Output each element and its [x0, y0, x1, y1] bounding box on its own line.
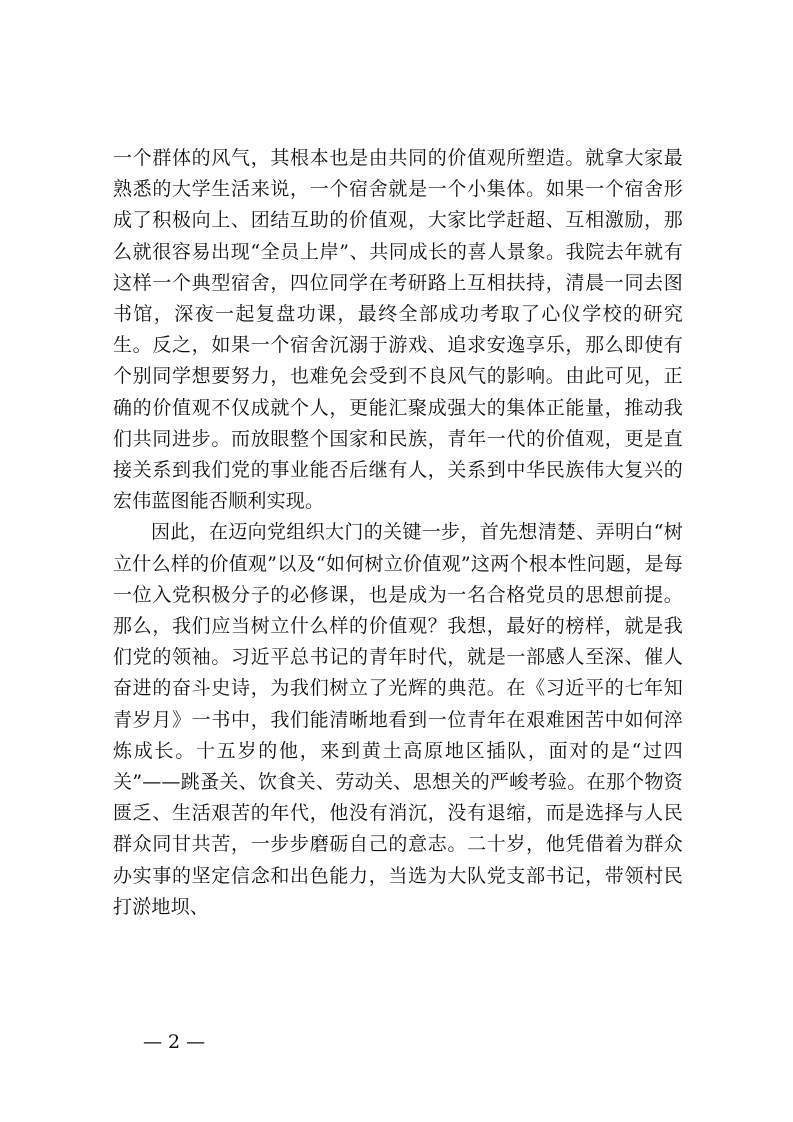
paragraph: 因此，在迈向党组织大门的关键一步，首先想清楚、弄明白“树立什么样的价值观”以及“如何树立价值观”这两个根本性问题，是每一位入党积极分子的必修课，也是成为一名合格党员的思想前提。那么，我们应当树立什么样的价值观？我想，最好的榜样，就是我们党的领袖。习近平总书记的青年时代，就是一部感人至深、催人奋进的奋斗史诗，为我们树立了光辉的典范。在《习近平的七年知青岁月》一书中，我们能清晰地看到一位青年在艰难困苦中如何淬炼成长。十五岁的他，来到黄土高原地区插队，面对的是“过四关”——跳蚤关、饮食关、劳动关、思想关的严峻考验。在那个物资匮乏、生活艰苦的年代，他没有消沉，没有退缩，而是选择与人民群众同甘共苦，一步步磨砺自己的意志。二十岁，他凭借着为群众办实事的坚定信念和出色能力，当选为大队党支部书记，带领村民打淤地坝、: [113, 521, 683, 918]
page-number: — 2 —: [143, 1031, 206, 1053]
paragraph-continued: 一个群体的风气，其根本也是由共同的价值观所塑造。就拿大家最熟悉的大学生活来说，一个宿舍就是一个小集体。如果一个宿舍形成了积极向上、团结互助的价值观，大家比学赶超、互相激励，那么就很容易出现“全员上岸”、共同成长的喜人景象。我院去年就有这样一个典型宿舍，四位同学在考研路上互相扶持，清晨一同去图书馆，深夜一起复盘功课，最终全部成功考取了心仪学校的研究生。反之，如果一个宿舍沉溺于游戏、追求安逸享乐，那么即使有个别同学想要努力，也难免会受到不良风气的影响。由此可见，正确的价值观不仅成就个人，更能汇聚成强大的集体正能量，推动我们共同进步。而放眼整个国家和民族，青年一代的价值观，更是直接关系到我们党的事业能否后继有人，关系到中华民族伟大复兴的宏伟蓝图能否顺利实现。: [113, 147, 683, 513]
document-body: [113, 143, 683, 923]
